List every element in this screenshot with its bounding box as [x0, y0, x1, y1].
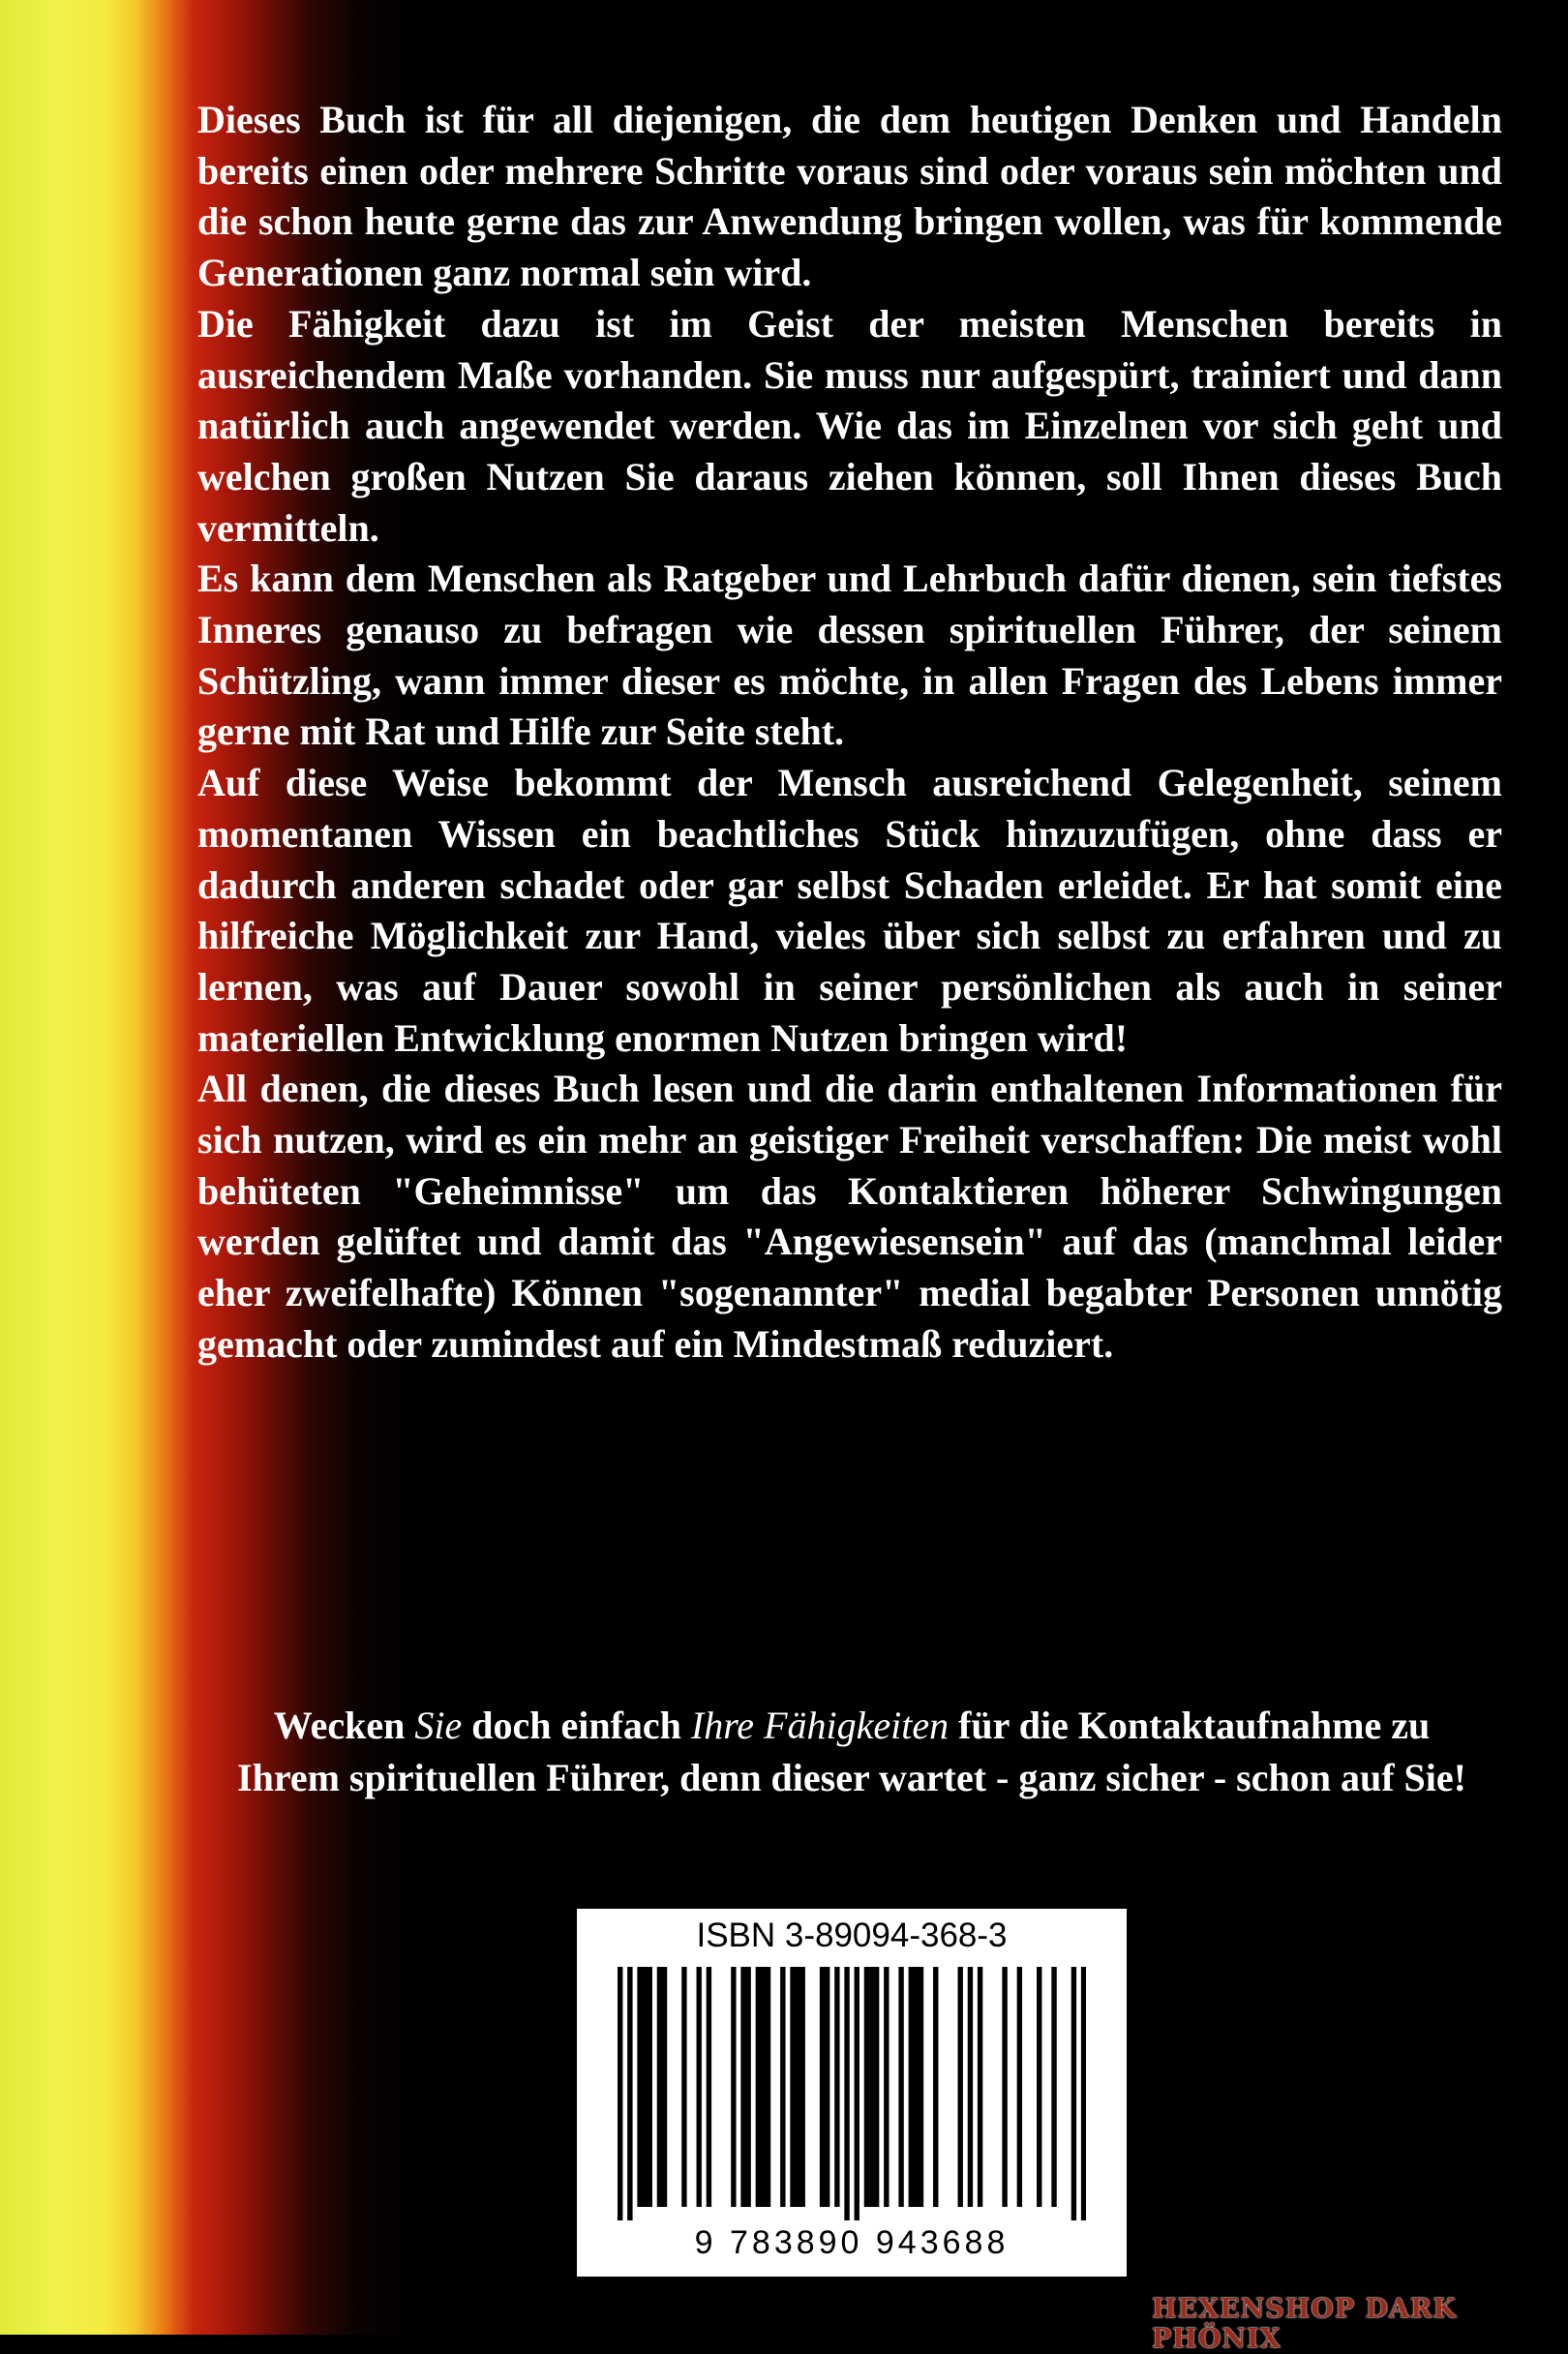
barcode-bar — [642, 1967, 647, 2207]
paragraph-2: Die Fähigkeit dazu ist im Geist der meisten Menschen bereits in ausreichendem Maße vorhanden. Sie muss nur aufgespürt, trainiert und dann natürlich auch angewendet werden. Wie das im Einzelnen vor sich geht und welchen großen Nutzen Sie daraus ziehen können, soll Ihnen dieses Buch vermitteln. — [197, 301, 1502, 550]
barcode-image — [618, 1967, 1086, 2220]
barcode-bar — [958, 1967, 963, 2207]
barcode-bar — [834, 1967, 839, 2207]
barcode-bar — [855, 1967, 859, 2220]
back-cover-text — [197, 95, 1502, 1371]
isbn-label: ISBN 3-89094-368-3 — [696, 1916, 1008, 1954]
closing-statement — [223, 1700, 1481, 1804]
paragraph-3: Es kann dem Menschen als Ratgeber und Lehrbuch dafür dienen, sein tiefstes Inneres genauso zu befragen wie dessen spirituellen Führer, der seinem Schützling, wann immer dieser es möchte, in allen Fragen des Lebens immer gerne mit Rat und Hilfe zur Seite steht. — [197, 557, 1502, 754]
barcode-bar — [914, 1967, 919, 2207]
paragraph-4: Auf diese Weise bekommt der Mensch ausreichend Gelegenheit, seinem momentanen Wissen ein beachtliches Stück hinzuzufügen, ohne dass er dadurch anderen schadet oder gar selbst Schaden erleidet. Er hat somit eine hilfreiche Möglichkeit zur Hand, vieles über sich selbst zu erfahren und zu lernen, was auf Dauer sowohl in seiner persönlichen als auch in seiner materiellen Entwicklung enormen Nutzen bringen wird! — [197, 761, 1502, 1060]
barcode-bar — [909, 1967, 914, 2207]
barcode-bar — [731, 1967, 736, 2207]
barcode-bar — [681, 1967, 686, 2207]
barcode-bar — [756, 1967, 761, 2207]
barcode-bar — [761, 1967, 766, 2207]
closing-part-1: Wecken — [273, 1704, 415, 1747]
barcode-bar — [740, 1967, 745, 2207]
barcode-bar — [790, 1967, 795, 2207]
barcode-bar — [648, 1967, 652, 2207]
barcode-bar — [864, 1967, 869, 2207]
barcode-bar — [825, 1967, 829, 2207]
barcode-bar — [637, 1967, 642, 2207]
ean-digits: 9 783890 943688 — [694, 2224, 1010, 2261]
paragraph-5: All denen, die dieses Buch lesen und die darin enthaltenen Informationen für sich nutzen, wird es ein mehr an geistiger Freiheit verschaffen: Die meist wohl behüteten "Geheimnisse" um das Kontaktieren höherer Schwingungen werden gelüftet und damit das "Angewiesensein" auf das (manchmal leider eher zweifelhafte) Können "sogenannter" medial begabter Personen unnötig gemacht oder zumindest auf ein Mindestmaß reduziert. — [197, 1067, 1502, 1366]
barcode-bar — [919, 1967, 923, 2207]
barcode-bar — [898, 1967, 903, 2207]
barcode-bar — [933, 1967, 938, 2207]
barcode-bar — [697, 1967, 702, 2207]
barcode-bar — [978, 1967, 982, 2207]
barcode-bar — [1017, 1967, 1022, 2207]
closing-italic-1: Sie — [414, 1704, 463, 1747]
barcode-bar — [657, 1967, 662, 2207]
barcode-bar — [618, 1967, 622, 2220]
barcode-bar — [869, 1967, 874, 2207]
closing-part-2: doch einfach — [462, 1704, 691, 1747]
barcode-bar — [780, 1967, 785, 2207]
barcode-bar — [627, 1967, 632, 2220]
barcode-bar — [1071, 1967, 1076, 2220]
barcode-bar — [795, 1967, 799, 2207]
barcode-bar — [707, 1967, 711, 2207]
barcode-bar — [820, 1967, 825, 2207]
barcode-bar — [844, 1967, 849, 2220]
barcode-bar — [1002, 1967, 1007, 2207]
barcode-bar — [745, 1967, 750, 2207]
barcode-bar — [766, 1967, 770, 2207]
closing-italic-2: Ihre Fähigkeiten — [690, 1704, 950, 1747]
paragraph-1: Dieses Buch ist für all diejenigen, die dem heutigen Denken und Handeln bereits einen oder mehrere Schritte voraus sind oder voraus sein möchten und die schon heute gerne das zur Anwendung bringen wollen, was für kommende Generationen ganz normal sein wird. — [197, 98, 1502, 295]
barcode-bar — [874, 1967, 879, 2207]
shop-watermark: HEXENSHOP DARK PHÖNIX — [1152, 2294, 1457, 2354]
isbn-barcode-box — [577, 1909, 1127, 2277]
barcode-bar — [1081, 1967, 1086, 2220]
barcode-bar — [884, 1967, 889, 2207]
barcode-bar — [968, 1967, 973, 2207]
barcode-bar — [1037, 1967, 1041, 2207]
barcode-bar — [1051, 1967, 1056, 2207]
barcode-bar — [662, 1967, 667, 2207]
barcode-bar — [800, 1967, 805, 2207]
closing-part-3: für die Kontaktaufnahme zu Ihrem spirituellen Führer, denn dieser wartet - ganz sicher - schon auf Sie! — [237, 1704, 1466, 1799]
